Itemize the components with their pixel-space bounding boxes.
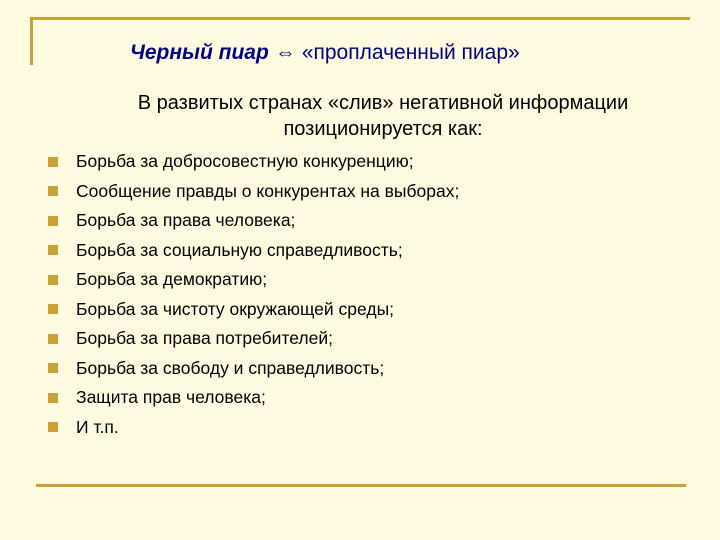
left-rule [30,17,33,65]
list-item-text: Борьба за демократию; [76,269,268,290]
list-item-text: Борьба за добросовестную конкуренцию; [76,151,414,172]
title-emphasis: Черный пиар [130,41,269,64]
square-bullet-icon [48,334,58,344]
list-item [48,354,459,384]
list-item [48,236,459,266]
subtitle-line-1: В развитых странах «слив» негативной информации [137,92,629,114]
list-item-text: Борьба за права потребителей; [76,328,333,349]
slide-title [130,40,520,66]
slide-subtitle [40,90,720,142]
square-bullet-icon [48,245,58,255]
list-item-text: Борьба за социальную справедливость; [76,239,403,260]
square-bullet-icon [48,216,58,226]
square-bullet-icon [48,275,58,285]
bullet-list [48,147,459,442]
square-bullet-icon [48,157,58,167]
square-bullet-icon [48,393,58,403]
list-item [48,295,459,325]
list-item-text: И т.п. [76,416,119,437]
list-item-text: Борьба за свободу и справедливость; [76,357,385,378]
list-item [48,324,459,354]
double-arrow-icon: ⇔ [274,41,296,64]
square-bullet-icon [48,422,58,432]
list-item [48,177,459,207]
subtitle-line-2: позиционируется как: [283,118,483,140]
list-item-text: Сообщение правды о конкурентах на выборах; [76,180,460,201]
list-item [48,383,459,413]
list-item-text: Борьба за чистоту окружающей среды; [76,298,395,319]
square-bullet-icon [48,186,58,196]
list-item [48,265,459,295]
list-item-text: Борьба за права человека; [76,210,296,231]
bottom-rule [36,484,686,487]
square-bullet-icon [48,363,58,373]
list-item [48,147,459,177]
list-item-text: Защита прав человека; [76,387,266,408]
list-item [48,206,459,236]
top-rule [30,17,690,20]
list-item [48,413,459,443]
square-bullet-icon [48,304,58,314]
title-rest: «проплаченный пиар» [301,41,520,64]
